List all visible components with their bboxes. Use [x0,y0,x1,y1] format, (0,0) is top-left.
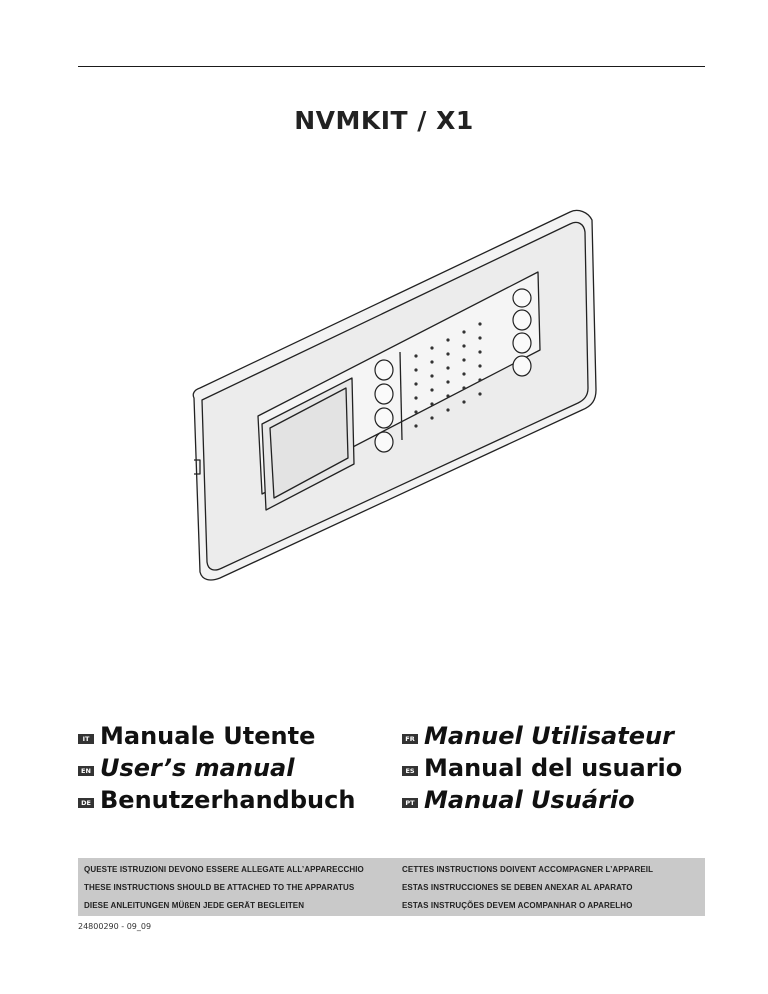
top-rule [78,66,705,67]
lang-badge-de: DE [78,798,94,808]
lang-row-pt [402,784,635,816]
lang-badge-it: IT [78,734,94,744]
lang-row-de [78,784,355,816]
lang-row-es [402,752,682,784]
lang-badge-pt: PT [402,798,418,808]
lang-title-en: User’s manual [100,754,295,782]
lang-title-fr: Manuel Utilisateur [424,722,674,750]
lang-title-de: Benutzerhandbuch [100,786,356,814]
lang-badge-fr: FR [402,734,418,744]
lang-badge-es: ES [402,766,418,776]
lang-row-it [78,720,315,752]
notice-fr: CETTES INSTRUCTIONS DOIVENT ACCOMPAGNER L’APPAREIL [402,865,654,874]
notice-pt: ESTAS INSTRUÇÕES DEVEM ACOMPANHAR O APARELHO [402,901,633,910]
notice-es: ESTAS INSTRUCCIONES SE DEBEN ANEXAR AL APARATO [402,883,633,892]
lang-row-fr [402,720,674,752]
notice-en: THESE INSTRUCTIONS SHOULD BE ATTACHED TO THE APPARATUS [84,883,355,892]
lang-title-it: Manuale Utente [100,722,316,750]
lang-row-en [78,752,294,784]
device-illustration [180,190,600,590]
lang-title-es: Manual del usuario [424,754,683,782]
product-title: NVMKIT / X1 [294,106,474,135]
notice-de: DIESE ANLEITUNGEN MÜßEN JEDE GERÄT BEGLEITEN [84,901,305,910]
notice-it: QUESTE ISTRUZIONI DEVONO ESSERE ALLEGATE ALL’APPARECCHIO [84,865,364,874]
lang-badge-en: EN [78,766,94,776]
lang-title-pt: Manual Usuário [424,786,635,814]
document-code: 24800290 - 09_09 [78,922,152,931]
